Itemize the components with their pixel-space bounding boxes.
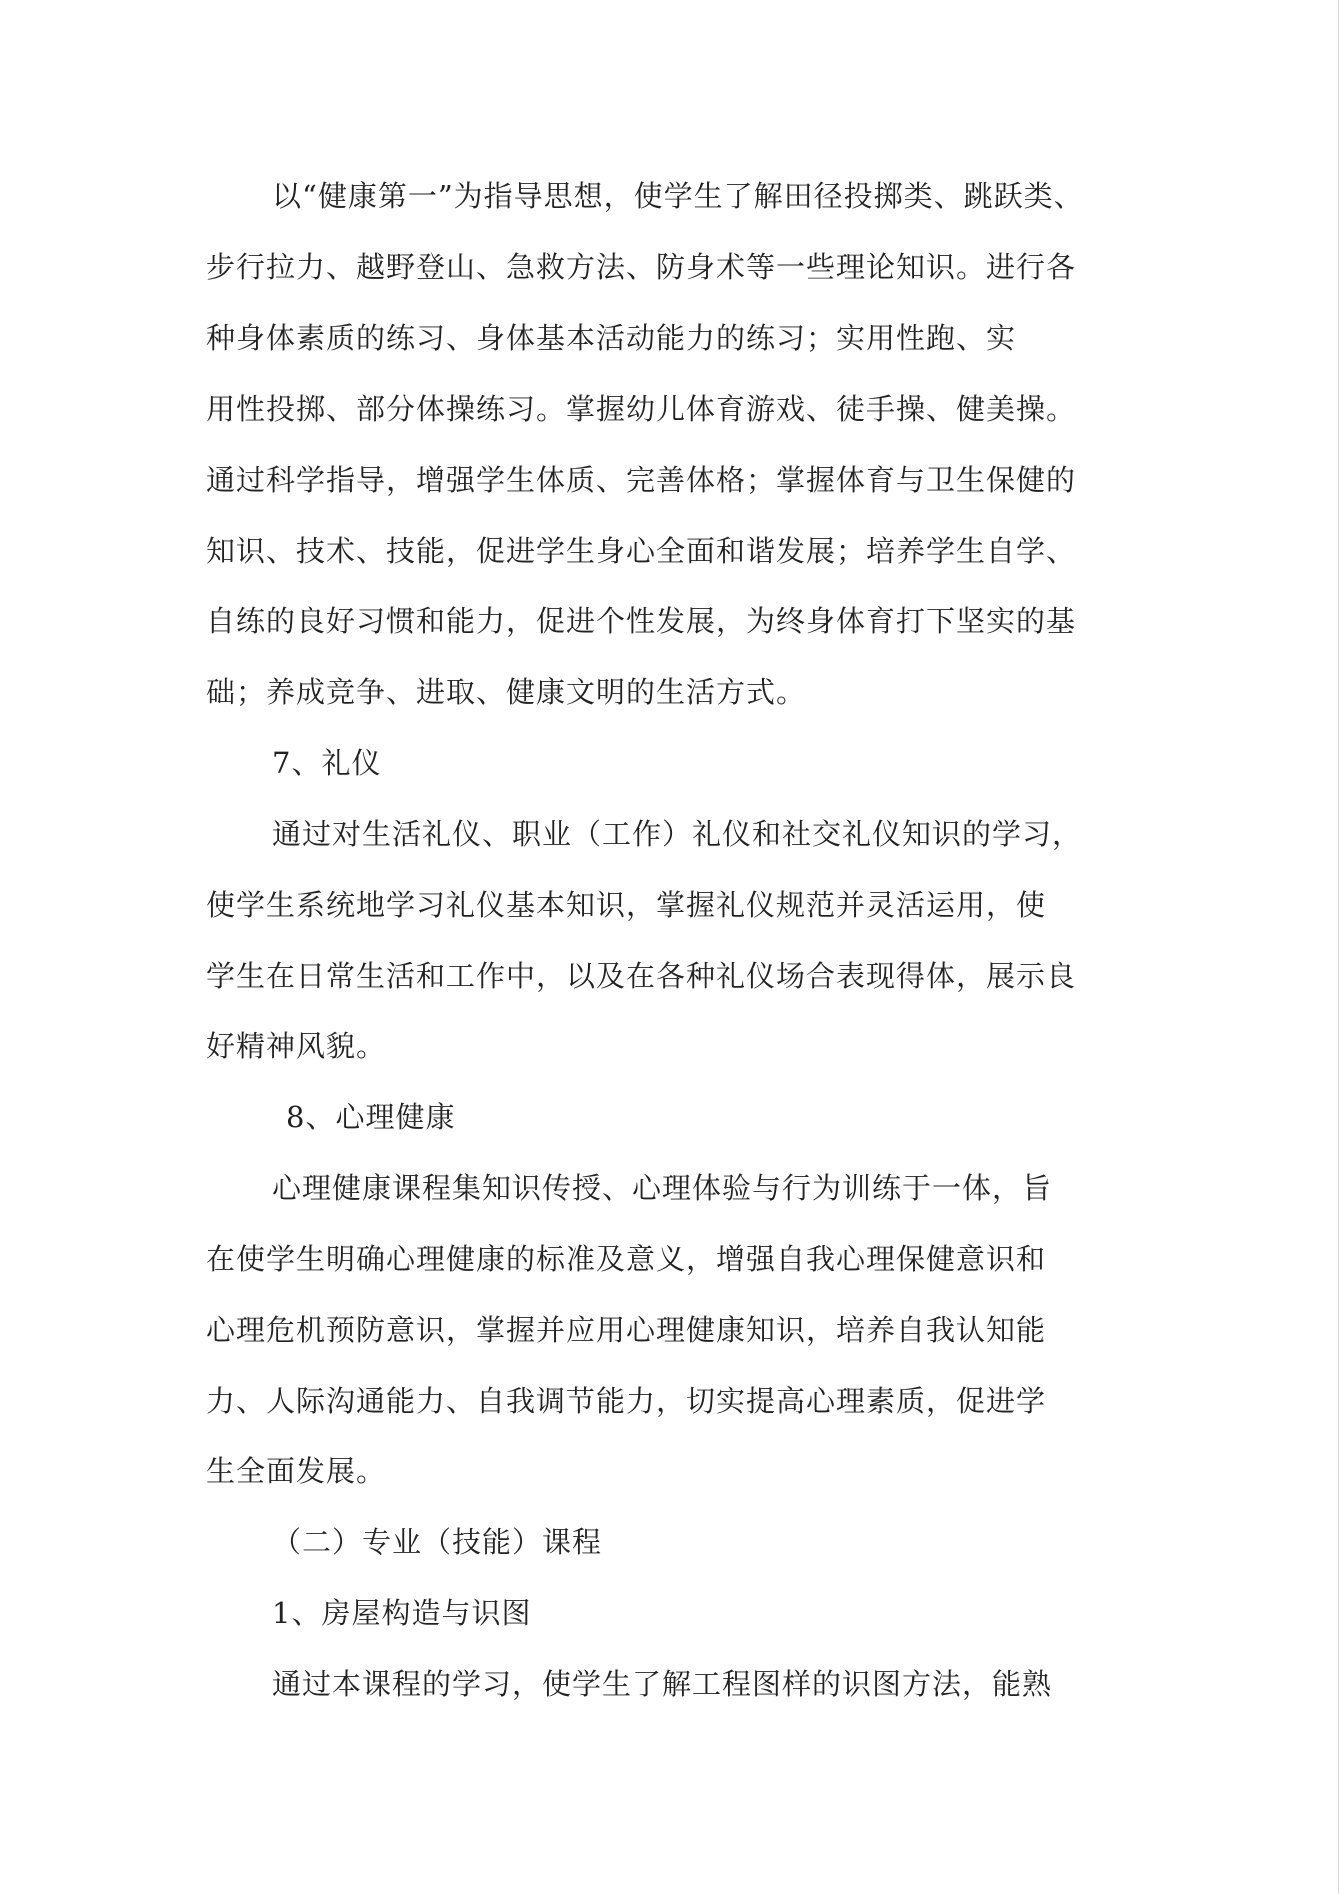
paragraph-line: 用性投掷、部分体操练习。掌握幼儿体育游戏、徒手操、健美操。 bbox=[206, 392, 1077, 426]
paragraph-line: 心理危机预防意识，掌握并应用心理健康知识，培养自我认知能 bbox=[206, 1313, 1047, 1347]
paragraph-line: 生全面发展。 bbox=[206, 1454, 387, 1488]
section-heading-building-structure: 1、房屋构造与识图 bbox=[272, 1596, 532, 1630]
paragraph-line: 好精神风貌。 bbox=[206, 1029, 387, 1063]
paragraph-line: 力、人际沟通能力、自我调节能力，切实提高心理素质，促进学 bbox=[206, 1384, 1047, 1418]
section-heading-mental-health: 8、心理健康 bbox=[286, 1100, 456, 1134]
paragraph-line: 以“健康第一”为指导思想，使学生了解田径投掷类、跳跃类、 bbox=[272, 179, 1084, 213]
paragraph-line: 通过本课程的学习，使学生了解工程图样的识图方法，能熟 bbox=[272, 1667, 1053, 1701]
section-heading-professional-courses: （二）专业（技能）课程 bbox=[272, 1525, 603, 1559]
paragraph-line: 通过对生活礼仪、职业（工作）礼仪和社交礼仪知识的学习， bbox=[272, 817, 1083, 851]
paragraph-line: 心理健康课程集知识传授、心理体验与行为训练于一体，旨 bbox=[272, 1171, 1053, 1205]
paragraph-line: 自练的良好习惯和能力，促进个性发展，为终身体育打下坚实的基 bbox=[206, 604, 1077, 638]
section-heading-etiquette: 7、礼仪 bbox=[272, 746, 382, 780]
paragraph-line: 在使学生明确心理健康的标准及意义，增强自我心理保健意识和 bbox=[206, 1242, 1047, 1276]
paragraph-line: 学生在日常生活和工作中，以及在各种礼仪场合表现得体，展示良 bbox=[206, 959, 1077, 993]
paragraph-line: 础；养成竞争、进取、健康文明的生活方式。 bbox=[206, 675, 807, 709]
paragraph-line: 步行拉力、越野登山、急救方法、防身术等一些理论知识。进行各 bbox=[206, 250, 1077, 284]
paragraph-line: 使学生系统地学习礼仪基本知识，掌握礼仪规范并灵活运用，使 bbox=[206, 888, 1047, 922]
paragraph-line: 知识、技术、技能，促进学生身心全面和谐发展；培养学生自学、 bbox=[206, 534, 1077, 568]
paragraph-line: 通过科学指导，增强学生体质、完善体格；掌握体育与卫生保健的 bbox=[206, 463, 1077, 497]
paragraph-line: 种身体素质的练习、身体基本活动能力的练习；实用性跑、实 bbox=[206, 321, 1017, 355]
